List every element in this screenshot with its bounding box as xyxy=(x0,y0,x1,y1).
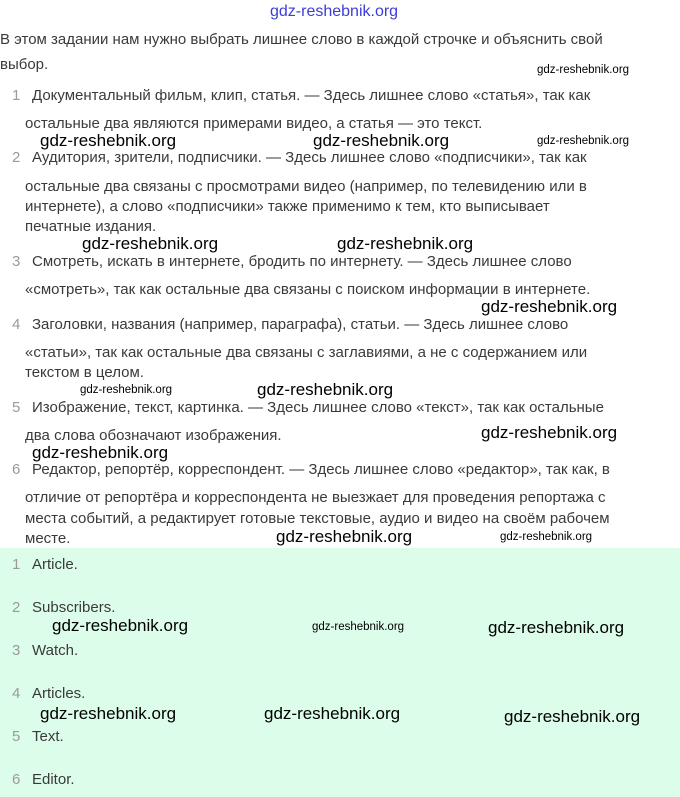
answers-panel xyxy=(0,548,680,797)
item-line: остальные два связаны с просмотрами видео (например, по телевидению или в xyxy=(25,178,587,195)
watermark: gdz-reshebnik.org xyxy=(80,384,173,396)
watermark: gdz-reshebnik.org xyxy=(82,234,219,253)
watermark: gdz-reshebnik.org xyxy=(276,527,413,546)
answer-text: Article. xyxy=(32,556,78,573)
watermark: gdz-reshebnik.org xyxy=(481,297,618,316)
answer-number: 4 xyxy=(12,685,21,702)
intro-line: В этом задании нам нужно выбрать лишнее слово в каждой строчке и объяснить свой xyxy=(0,31,603,48)
watermark: gdz-reshebnik.org xyxy=(504,707,641,726)
item-line: Заголовки, названия (например, параграфа), статьи. — Здесь лишнее слово xyxy=(32,316,569,333)
item-line: текстом в целом. xyxy=(25,364,144,381)
answer-number: 3 xyxy=(12,642,21,659)
item-line: «статьи», так как остальные два связаны с заглавиями, а не с содержанием или xyxy=(25,344,588,361)
answer-number: 5 xyxy=(12,728,21,745)
answer-text: Editor. xyxy=(32,771,75,788)
item-line: отличие от репортёра и корреспондента не выезжает для проведения репортажа с xyxy=(25,489,606,506)
item-line: месте. xyxy=(25,530,71,547)
answer-text: Subscribers. xyxy=(32,599,116,616)
watermark: gdz-reshebnik.org xyxy=(313,131,450,150)
intro-line: выбор. xyxy=(0,56,49,73)
watermark: gdz-reshebnik.org xyxy=(537,135,630,147)
watermark: gdz-reshebnik.org xyxy=(40,704,177,723)
item-line: места событий, а редактирует готовые текстовые, аудио и видео на своём рабочем xyxy=(25,510,610,527)
item-line: «смотреть», так как остальные два связаны с поиском информации в интернете. xyxy=(25,281,591,298)
watermark: gdz-reshebnik.org xyxy=(488,618,625,637)
answer-number: 1 xyxy=(12,556,21,573)
watermark: gdz-reshebnik.org xyxy=(264,704,401,723)
watermark: gdz-reshebnik.org xyxy=(40,131,177,150)
item-number: 5 xyxy=(12,399,21,416)
answer-number: 2 xyxy=(12,599,21,616)
item-line: печатные издания. xyxy=(25,218,157,235)
answer-number: 6 xyxy=(12,771,21,788)
item-line: интернете), а слово «подписчики» также применимо к тем, кто выписывает xyxy=(25,198,550,215)
item-line: Изображение, текст, картинка. — Здесь лишнее слово «текст», так как остальные xyxy=(32,399,604,416)
item-number: 6 xyxy=(12,461,21,478)
answer-text: Watch. xyxy=(32,642,79,659)
watermark: gdz-reshebnik.org xyxy=(270,3,399,20)
answer-text: Articles. xyxy=(32,685,86,702)
watermark: gdz-reshebnik.org xyxy=(52,616,189,635)
watermark: gdz-reshebnik.org xyxy=(537,64,630,76)
item-line: Смотреть, искать в интернете, бродить по интернету. — Здесь лишнее слово xyxy=(32,253,572,270)
item-line: два слова обозначают изображения. xyxy=(25,427,282,444)
item-number: 2 xyxy=(12,149,21,166)
watermark: gdz-reshebnik.org xyxy=(257,380,394,399)
item-number: 4 xyxy=(12,316,21,333)
watermark: gdz-reshebnik.org xyxy=(500,531,593,543)
answer-text: Text. xyxy=(32,728,64,745)
item-line: Редактор, репортёр, корреспондент. — Здесь лишнее слово «редактор», так как, в xyxy=(32,461,610,478)
watermark: gdz-reshebnik.org xyxy=(337,234,474,253)
item-number: 3 xyxy=(12,253,21,270)
item-line: Документальный фильм, клип, статья. — Здесь лишнее слово «статья», так как xyxy=(32,87,591,104)
item-line: остальные два являются примерами видео, а статья — это текст. xyxy=(25,115,483,132)
watermark: gdz-reshebnik.org xyxy=(312,621,405,633)
watermark: gdz-reshebnik.org xyxy=(32,443,169,462)
item-line: Аудитория, зрители, подписчики. — Здесь лишнее слово «подписчики», так как xyxy=(32,149,587,166)
watermark: gdz-reshebnik.org xyxy=(481,423,618,442)
item-number: 1 xyxy=(12,87,21,104)
